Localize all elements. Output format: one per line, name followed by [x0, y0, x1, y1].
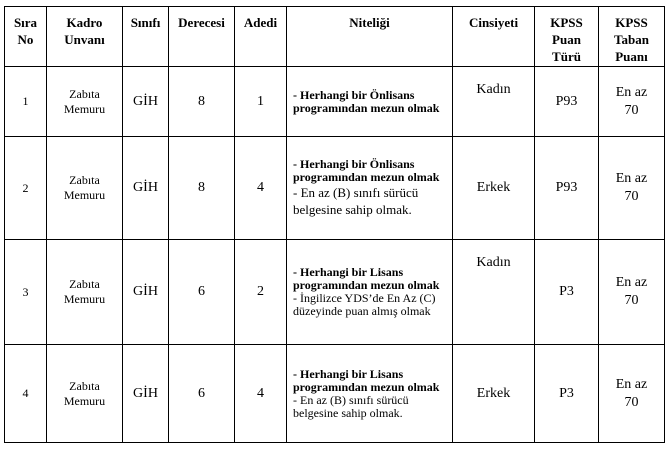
cell-nitelik [287, 137, 453, 240]
header-sinifi: Sınıfı [123, 7, 169, 67]
header-row [5, 7, 665, 67]
nitelik-bold: - Herhangi bir Önlisans programından mezun olmak [293, 87, 440, 115]
cell-derece: 6 [169, 345, 235, 443]
cell-puan-turu: P93 [535, 137, 599, 240]
cell-taban: En az 70 [599, 345, 665, 443]
nitelik-bold: - Herhangi bir Önlisans programından mezun olmak [293, 157, 440, 184]
cell-taban: En az 70 [599, 240, 665, 345]
nitelik-bold: - Herhangi bir Lisans programından mezun olmak [293, 366, 440, 394]
cell-sinif: GİH [123, 240, 169, 345]
kadro-table [4, 6, 665, 443]
cell-nitelik [287, 345, 453, 443]
header-cinsiyeti: Cinsiyeti [453, 7, 535, 67]
nitelik-bold: - Herhangi bir Lisans programından mezun olmak [293, 265, 440, 292]
header-adedi: Adedi [235, 7, 287, 67]
cell-unvan: Zabıta Memuru [47, 345, 123, 443]
cell-sinif: GİH [123, 137, 169, 240]
cell-cinsiyet: Kadın [453, 67, 535, 137]
cell-puan-turu: P3 [535, 240, 599, 345]
cell-taban: En az 70 [599, 137, 665, 240]
header-niteligi: Niteliği [287, 7, 453, 67]
cell-no: 3 [5, 240, 47, 345]
header-kadro-unvani: Kadro Unvanı [47, 7, 123, 67]
table-row [5, 240, 665, 345]
cell-sinif: GİH [123, 67, 169, 137]
table-row [5, 137, 665, 240]
nitelik-extra: - İngilizce YDS’de En Az (C) düzeyinde puan almış olmak [293, 291, 436, 318]
cell-unvan: Zabıta Memuru [47, 67, 123, 137]
cell-adet: 4 [235, 345, 287, 443]
cell-no: 2 [5, 137, 47, 240]
cell-adet: 1 [235, 67, 287, 137]
cell-unvan: Zabıta Memuru [47, 240, 123, 345]
cell-derece: 8 [169, 137, 235, 240]
header-sira-no: Sıra No [5, 7, 47, 67]
cell-no: 4 [5, 345, 47, 443]
cell-no: 1 [5, 67, 47, 137]
cell-cinsiyet: Kadın [453, 240, 535, 345]
header-derecesi: Derecesi [169, 7, 235, 67]
nitelik-extra: - En az (B) sınıfı sürücü belgesine sahip olmak. [293, 185, 419, 217]
table-row [5, 345, 665, 443]
cell-sinif: GİH [123, 345, 169, 443]
cell-unvan: Zabıta Memuru [47, 137, 123, 240]
cell-cinsiyet: Erkek [453, 345, 535, 443]
cell-puan-turu: P93 [535, 67, 599, 137]
cell-taban: En az 70 [599, 67, 665, 137]
cell-cinsiyet: Erkek [453, 137, 535, 240]
cell-adet: 4 [235, 137, 287, 240]
nitelik-extra: - En az (B) sınıfı sürücü belgesine sahip olmak. [293, 392, 409, 420]
header-kpss-taban-puani: KPSS Taban Puanı [599, 7, 665, 67]
table-row [5, 67, 665, 137]
cell-adet: 2 [235, 240, 287, 345]
cell-derece: 8 [169, 67, 235, 137]
header-kpss-puan-turu: KPSS Puan Türü [535, 7, 599, 67]
cell-nitelik [287, 240, 453, 345]
cell-puan-turu: P3 [535, 345, 599, 443]
cell-derece: 6 [169, 240, 235, 345]
cell-nitelik [287, 67, 453, 137]
